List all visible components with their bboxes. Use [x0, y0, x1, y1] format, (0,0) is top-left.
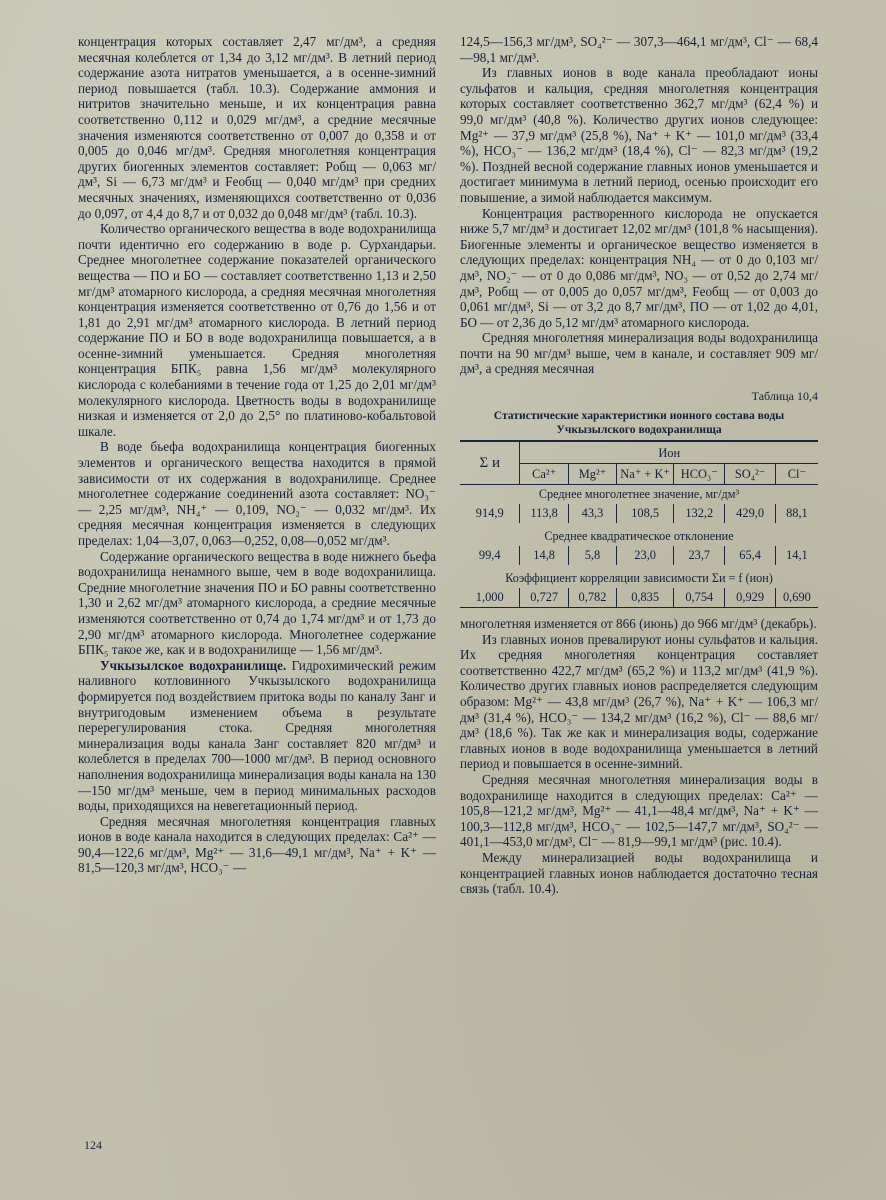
- header-so4: SO₄²⁻: [725, 464, 775, 485]
- paragraph: концентрация которых составляет 2,47 мг/дм³, а средняя месячная колеблется от 1,34 до 3,12 мг/дм³. В летний период содержание азота нитратов уменьшается, а в осенне-зимний период повышается (табл. 10.3). Содержание аммония и нитритов значительно меньше, и их концентрация равна соответственно 0,112 и 0,029 мг/дм³, а средние месячные значения изменяются соответственно от 0,007 до 0,358 и от 0,005 до 0,046 мг/дм³. Средняя многолетняя концентрация других биогенных элементов составляет: Pобщ — 0,063 мг/дм³, Si — 6,73 мг/дм³ и Feобщ — 0,040 мг/дм³ при средних месячных значениях, изменяющихся соответственно от 0,036 до 0,097, от 4,4 до 8,7 и от 0,032 до 0,048 мг/дм³ (табл. 10.3).: [78, 34, 436, 221]
- section-label-row: [460, 565, 818, 588]
- cell-ca: 14,8: [533, 548, 555, 563]
- paragraph: Средняя месячная многолетняя минерализация воды в водохранилище находится в следующих пределах: Ca²⁺ — 105,8—121,2 мг/дм³, Mg²⁺ — 41,1—48,4 мг/дм³, Na⁺ + K⁺ — 100,3—112,8 мг/дм³, HCO₃⁻ — 102,5—147,7 мг/дм³, SO₄²⁻ — 401,1—453,0 мг/дм³, Cl⁻ — 81,9—99,1 мг/дм³ (рис. 10.4).: [460, 772, 818, 850]
- header-mg: Mg²⁺: [568, 464, 616, 485]
- table-title-line2: Учкызылского водохранилища: [556, 423, 722, 437]
- cell-hco3: 0,754: [674, 588, 725, 608]
- header-sum-symbol: Σ и: [460, 441, 520, 485]
- paragraph-with-bold-lead: Учкызылское водохранилище. Гидрохимический режим наливного котловинного Учкызылского водохранилища формируется под воздействием притока воды по каналу Занг и внутригодовым изменением объема в результате перерегулирования стока. Средняя многолетняя минерализация воды канала Занг составляет 820 мг/дм³ и колеблется в пределах 700—1000 мг/дм³. В период основного наполнения водохранилища минерализация воды канала на 130—150 мг/дм³ меньше, чем в период минимальных расходов воды, приходящихся на невегетационный период.: [78, 657, 436, 814]
- paragraph: В воде бьефа водохранилища концентрация биогенных элементов и органического вещества находится в прямой зависимости от их содержания в водохранилище. Среднее многолетнее содержание соединений азота составляет: NO₃⁻ — 2,25 мг/дм³, NH₄⁺ — 0,109, NO₂⁻ — 0,032 мг/дм³. Их средняя месячная концентрация изменяется в следующих пределах: 1,04—3,07, 0,063—0,252, 0,08—0,052 мг/дм³.: [78, 439, 436, 548]
- header-ion-group: Ион: [520, 441, 818, 464]
- paragraph: Содержание органического вещества в воде нижнего бьефа водохранилища ненамного выше, чем в воде водохранилища. Средние многолетние значения ПО и БО равны соответственно 1,30 и 2,62 мг/дм³ атомарного кислорода, а средние месячные изменяются соответственно от 0,74 до 1,74 мг/дм³ и от 1,73 до 2,90 мг/дм³ атомарного кислорода. Многолетнее содержание БПК₅ такое же, как и в водохранилище — 1,56 мг/дм³.: [78, 548, 436, 658]
- cell-so4: 429,0: [725, 504, 775, 523]
- header-na-k: Na⁺ + K⁺: [617, 464, 674, 485]
- paragraph: Количество органического вещества в воде водохранилища почти идентично его содержанию в воде р. Сурхандарьи. Среднее многолетнее содержание показателей органического вещества — ПО и БО — составляет соответственно 1,13 и 2,50 мг/дм³ атомарного кислорода, а средняя месячная многолетняя концентрация изменяется соответственно от 0,76 до 1,56 и от 1,81 до 2,91 мг/дм³ атомарного кислорода. В летний период содержание ПО и БО в воде водохранилища повышается, а в осенне-зимний уменьшается. Средняя многолетняя концентрация БПК₅ равна 1,56 мг/дм³ молекулярного кислорода с колебаниями в течение года от 1,25 до 2,01 мг/дм³ молекулярного кислорода. Цветность воды в водохранилище низкая и изменяется от 2,0 до 2,5° по платиново-кобальтовой шкале.: [78, 221, 436, 439]
- paragraph: Между минерализацией воды водохранилища и концентрацией главных ионов наблюдается достаточно тесная связь (табл. 10.4).: [460, 849, 818, 897]
- right-column: [460, 34, 818, 897]
- cell-ca: 113,8: [530, 506, 558, 521]
- cell-cl: 0,690: [775, 588, 818, 608]
- table-title: [460, 409, 818, 437]
- paragraph: Из главных ионов превалируют ионы сульфатов и кальция. Их средняя многолетняя концентрация составляет соответственно 422,7 мг/дм³ (65,2 %) и 113,2 мг/дм³ (41,9 %). Количество других главных ионов распределяется следующим образом: Mg²⁺ — 43,8 мг/дм³ (26,7 %), Na⁺ + K⁺ — 106,3 мг/дм³ (31,4 %), HCO₃⁻ — 134,2 мг/дм³ (16,2 %), Cl⁻ — 88,6 мг/дм³ (18,6 %). Так же как и минерализация воды, содержание главных ионов в воде водохранилища уменьшается в летний период и повышается в осенне-зимний.: [460, 631, 818, 772]
- table-row: [460, 504, 818, 523]
- cell-ca: 0,727: [530, 590, 559, 605]
- section-label-correlation: Коэффициент корреляции зависимости Σи = f (ион): [505, 571, 773, 586]
- two-column-body: [78, 34, 818, 897]
- section-label-row: [460, 523, 818, 546]
- cell-so4: 0,929: [725, 588, 775, 608]
- cell-mg: 5,8: [568, 546, 616, 565]
- cell-mg: 0,782: [568, 588, 616, 608]
- cell-hco3: 132,2: [674, 504, 725, 523]
- left-column: [78, 34, 436, 897]
- cell-hco3: 23,7: [674, 546, 725, 565]
- cell-sum: 1,000: [460, 588, 520, 608]
- cell-mg: 43,3: [568, 504, 616, 523]
- paragraph: Средняя месячная многолетняя концентрация главных ионов в воде канала находится в следующих пределах: Ca²⁺ — 90,4—122,6 мг/дм³, Mg²⁺ — 31,6—49,1 мг/дм³, Na⁺ + K⁺ — 81,5—120,3 мг/дм³, HCO₃⁻ —: [78, 813, 436, 876]
- section-label-mean: Среднее многолетнее значение, мг/дм³: [538, 487, 740, 502]
- table-title-line1: Статистические характеристики ионного состава воды: [493, 409, 785, 423]
- cell-so4: 65,4: [725, 546, 775, 565]
- page-number: 124: [84, 1138, 102, 1152]
- table-caption: Таблица 10,4: [751, 389, 818, 404]
- cell-na-k: 23,0: [617, 546, 674, 565]
- header-hco3: HCO₃⁻: [674, 464, 725, 485]
- cell-na-k: 0,835: [617, 588, 674, 608]
- paragraph: Концентрация растворенного кислорода не опускается ниже 5,7 мг/дм³ и достигает 12,02 мг/дм³ (101,8 % насыщения). Биогенные элементы и органическое вещество изменяется в следующих пределах: концентрация NH₄ — от 0 до 0,103 мг/дм³, NO₂⁻ — от 0 до 0,086 мг/дм³, NO₃ — от 0,52 до 2,74 мг/дм³, Pобщ — от 0,005 до 0,057 мг/дм³, Feобщ — от 0,003 до 0,061 мг/дм³, Si — от 3,2 до 8,7 мг/дм³, ПО — от 1,02 до 4,01, БО — от 2,36 до 5,12 мг/дм³ атомарного кислорода.: [460, 205, 818, 330]
- cell-sum: 914,9: [460, 504, 520, 523]
- paragraph: Из главных ионов в воде канала преобладают ионы сульфатов и кальция, средняя многолетняя концентрация которых составляет соответственно 362,7 мг/дм³ (62,4 %) и 99,0 мг/дм³ (40,8 %). Количество других ионов следующее: Mg²⁺ — 37,9 мг/дм³ (25,8 %), Na⁺ + K⁺ — 101,0 мг/дм³ (33,4 %), HCO₃⁻ — 136,2 мг/дм³ (18,4 %), Cl⁻ — 82,3 мг/дм³ (19,2 %). Поздней весной содержание главных ионов уменьшается и достигает минимума в летний период, осенью происходит его повышение, а зимой наблюдается максимум.: [460, 65, 818, 205]
- cell-na-k: 108,5: [617, 504, 674, 523]
- ion-statistics-table: [460, 440, 818, 608]
- paragraph: Средняя многолетняя минерализация воды водохранилища почти на 90 мг/дм³ выше, чем в канале, и составляет 909 мг/дм³, а средняя месячная: [460, 330, 818, 377]
- header-cl: Cl⁻: [775, 464, 818, 485]
- section-label-row: [460, 485, 818, 505]
- cell-sum: 99,4: [460, 546, 520, 565]
- paragraph: 124,5—156,3 мг/дм³, SO₄²⁻ — 307,3—464,1 мг/дм³, Cl⁻ — 68,4—98,1 мг/дм³.: [460, 34, 818, 65]
- cell-cl: 14,1: [775, 546, 818, 565]
- table-header-group-row: [460, 441, 818, 464]
- header-ca: Ca²⁺: [532, 467, 557, 482]
- paragraph: многолетняя изменяется от 866 (июнь) до 966 мг/дм³ (декабрь).: [460, 616, 817, 632]
- cell-cl: 88,1: [775, 504, 818, 523]
- table-row: [460, 546, 818, 565]
- table-row: [460, 588, 818, 608]
- section-label-stddev: Среднее квадратическое отклонение: [544, 529, 734, 544]
